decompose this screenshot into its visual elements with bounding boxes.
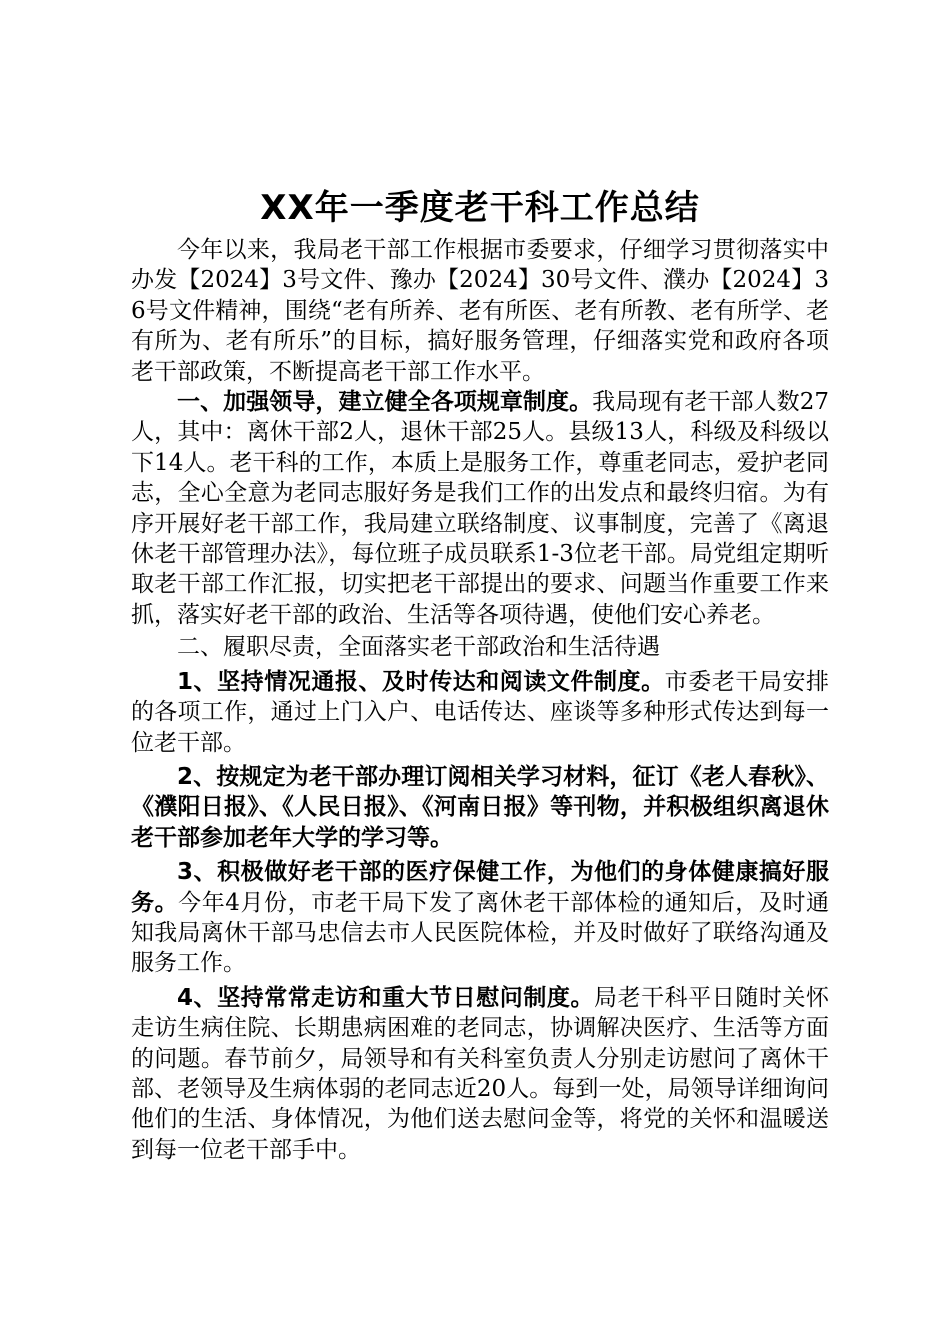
item-2-paragraph — [131, 762, 829, 853]
intro-paragraph: 今年以来，我局老干部工作根据市委要求，仔细学习贯彻落实中办发【2024】3号文件、豫办【2024】30号文件、濮办【2024】36号文件精神，围绕“老有所养、老有所医、老有所教、老有所学、老有所为、老有所乐”的目标，搞好服务管理，仔细落实党和政府各项老干部政策，不断提高老干部工作水平。 — [131, 237, 829, 385]
section-1-body: 我局现有老干部人数27人，其中：离休干部2人，退休干部25人。县级13人，科级及科级以下14人。老干科的工作，本质上是服务工作，尊重老同志，爱护老同志，全心全意为老同志服好务是我们工作的出发点和最终归宿。为有序开展好老干部工作，我局建立联络制度、议事制度，完善了《离退休老干部管理办法》，每位班子成员联系1-3位老干部。局党组定期听取老干部工作汇报，切实把老干部提出的要求、问题当作重要工作来抓，落实好老干部的政治、生活等各项待遇，使他们安心养老。 — [131, 389, 829, 628]
item-3-lead: 3、积极做好老干部的医疗保健工作，为他们的身体健康搞好服务。 — [131, 859, 829, 916]
item-3-paragraph — [131, 857, 829, 979]
item-1-lead: 1、坚持情况通报、及时传达和阅读文件制度。 — [177, 668, 665, 695]
section-2-heading: 二、履职尽责，全面落实老干部政治和生活待遇 — [177, 634, 660, 661]
document-page — [131, 183, 829, 1165]
item-1-paragraph — [131, 667, 829, 758]
item-3-body: 今年4月份，市老干局下发了离休老干部体检的通知后，及时通知我局离休干部马忠信去市人民医院体检，并及时做好了联络沟通及服务工作。 — [131, 889, 830, 977]
item-4-body: 局老干科平日随时关怀走访生病住院、长期患病困难的老同志，协调解决医疗、生活等方面的问题。春节前夕，局领导和有关科室负责人分别走访慰问了离休干部、老领导及生病体弱的老同志近20人。每到一处，局领导详细询问他们的生活、身体情况，为他们送去慰问金等，将党的关怀和温暖送到每一位老干部手中。 — [131, 984, 829, 1163]
section-1-lead: 一、加强领导，建立健全各项规章制度。 — [177, 389, 593, 416]
section-1-paragraph — [131, 387, 829, 630]
item-2-lead: 2、按规定为老干部办理订阅相关学习材料，征订《老人春秋》、《濮阳日报》、《人民日报》、《河南日报》等刊物，并积极组织离退休老干部参加老年大学的学习等。 — [131, 763, 829, 851]
item-1-body: 市委老干局安排的各项工作，通过上门入户、电话传达、座谈等多种形式传达到每一位老干部。 — [131, 668, 830, 756]
item-4-lead: 4、坚持常常走访和重大节日慰问制度。 — [177, 984, 594, 1011]
document-title: XX年一季度老干科工作总结 — [260, 188, 700, 228]
item-4-paragraph — [131, 983, 829, 1165]
